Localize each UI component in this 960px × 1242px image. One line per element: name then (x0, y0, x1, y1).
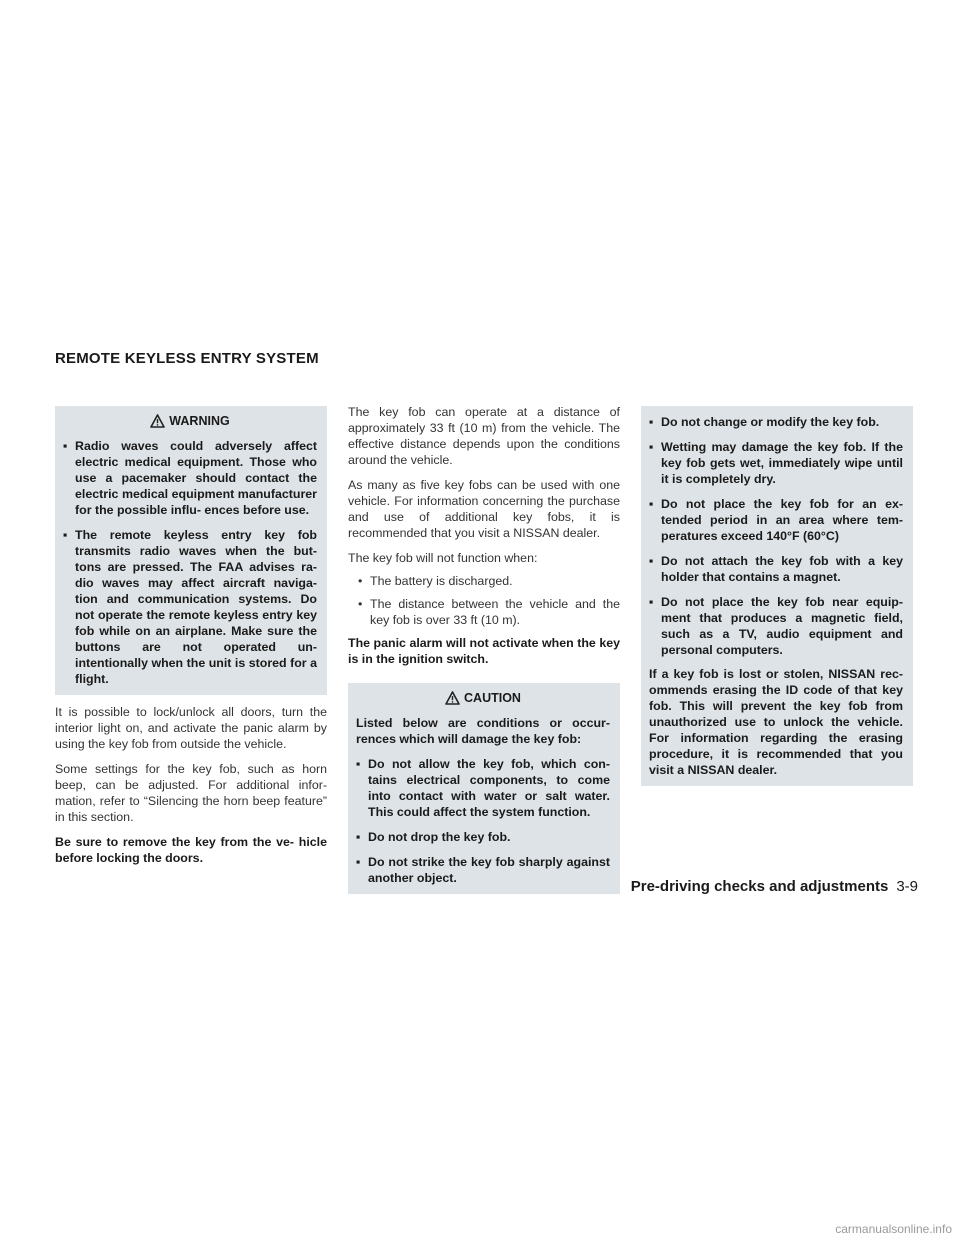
caution-title: CAUTION (464, 691, 521, 705)
chapter-title: Pre-driving checks and adjustments (630, 878, 889, 895)
list-item: • The distance between the vehicle and the key fob is over 33 ft (10 m). (358, 597, 620, 627)
caution-header (356, 691, 610, 705)
square-bullet-icon: ▪ (649, 415, 654, 429)
square-bullet-icon: ▪ (649, 497, 654, 511)
list-item: ▪ Do not drop the key fob. (356, 830, 511, 844)
caution-list-continued (649, 414, 903, 658)
square-bullet-icon: ▪ (356, 830, 361, 844)
bold-note: Be sure to remove the key from the ve- hicle before locking the doors. (55, 835, 327, 865)
square-bullet-icon: ▪ (649, 595, 654, 609)
list-item: ▪ Do not place the key fob for an ex- tended period in an area where tem- peratures exceed 140°F (60°C) (649, 497, 903, 543)
dot-bullet-icon: • (358, 574, 363, 588)
square-bullet-icon: ▪ (356, 757, 361, 771)
list-item: ▪ Do not attach the key fob with a key holder that contains a magnet. (649, 554, 903, 584)
caution-box (348, 683, 620, 894)
caution-list (356, 756, 610, 886)
page-number: 3-9 (896, 878, 918, 895)
column-1 (55, 406, 327, 866)
bold-note: The panic alarm will not activate when the key is in the ignition switch. (348, 636, 620, 666)
column-2 (348, 404, 620, 894)
list-item: ▪ Do not change or modify the key fob. (649, 415, 880, 429)
list-item: ▪ Do not place the key fob near equip- ment that produces a magnetic field, such as a TV, audio equipment and personal computers. (649, 595, 903, 657)
list-item: ▪ The remote keyless entry key fob transmits radio waves when the but- tons are pressed. The FAA advises ra- dio waves may affect aircraft naviga- tion and communication systems. Do not operate the remote keyless entry key fob while on an airplane. Make sure the buttons are not operated un- intentionally when the unit is stored for a flight. (63, 528, 317, 686)
warning-box (55, 406, 327, 695)
warning-header (63, 414, 317, 428)
list-item: ▪ Do not allow the key fob, which con- tains electrical components, to come into contact with water or salt water. This could affect the system function. (356, 757, 610, 819)
warning-triangle-icon (150, 414, 165, 428)
warning-list (63, 438, 317, 687)
list-item: ▪ Wetting may damage the key fob. If the key fob gets wet, immediately wipe until it is completely dry. (649, 440, 903, 486)
paragraph: The key fob will not function when: (348, 551, 538, 565)
dot-bullet-icon: • (358, 597, 363, 611)
square-bullet-icon: ▪ (356, 855, 361, 869)
watermark: carmanualsonline.info (835, 1222, 952, 1236)
function-list (348, 573, 620, 628)
square-bullet-icon: ▪ (63, 528, 68, 542)
square-bullet-icon: ▪ (649, 440, 654, 454)
list-item: ▪ Radio waves could adversely affect electric medical equipment. Those who use a pacemaker should contact the electric medical equipment manufacturer for the possible influ- ences before use. (63, 439, 317, 517)
square-bullet-icon: ▪ (649, 554, 654, 568)
paragraph: As many as five key fobs can be used with one vehicle. For information concerning the purchase and use of additional key fobs, it is recommended that you visit a NISSAN dealer. (348, 478, 620, 540)
caution-closing: If a key fob is lost or stolen, NISSAN rec- ommends erasing the ID code of that key fob. This will prevent the key fob from unauthorized use to unlock the vehicle. For information regarding the erasing procedure, it is recommended that you visit a NISSAN dealer. (649, 667, 903, 777)
caution-intro: Listed below are conditions or occur- rences which will damage the key fob: (356, 716, 610, 746)
paragraph: The key fob can operate at a distance of approximately 33 ft (10 m) from the vehicle. The effective distance depends upon the conditions around the vehicle. (348, 405, 620, 467)
warning-title: WARNING (169, 414, 230, 428)
paragraph: It is possible to lock/unlock all doors, turn the interior light on, and activate the panic alarm by using the key fob from outside the vehicle. (55, 705, 327, 751)
list-item: • The battery is discharged. (358, 574, 513, 588)
section-title: REMOTE KEYLESS ENTRY SYSTEM (55, 350, 319, 367)
column-3 (641, 406, 913, 786)
list-item: ▪ Do not strike the key fob sharply against another object. (356, 855, 610, 885)
caution-box-continued (641, 406, 913, 786)
square-bullet-icon: ▪ (63, 439, 68, 453)
paragraph: Some settings for the key fob, such as horn beep, can be adjusted. For additional infor- mation, refer to “Silencing the horn beep feature” in this section. (55, 762, 327, 824)
page-footer (631, 878, 918, 895)
warning-triangle-icon (445, 691, 460, 705)
